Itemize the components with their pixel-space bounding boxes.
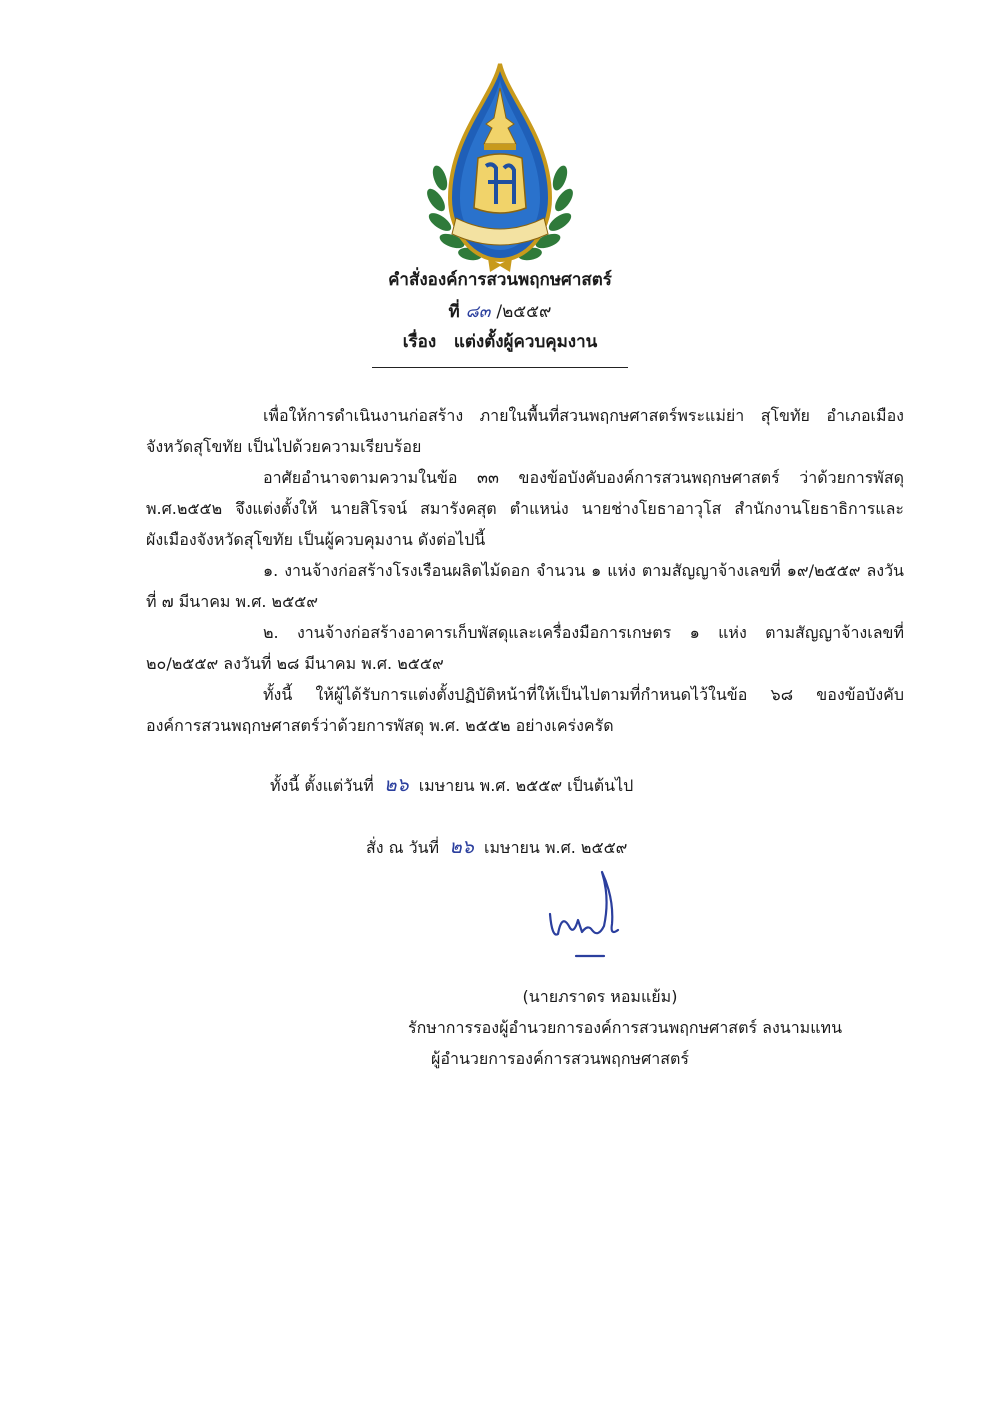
paragraph-item-1: ๑. งานจ้างก่อสร้างโรงเรือนผลิตไม้ดอก จำนวน ๑ แห่ง ตามสัญญาจ้างเลขที่ ๑๙/๒๕๕๙ ลงวันที่ ๗ มีนาคม พ.ศ. ๒๕๕๙ bbox=[146, 561, 904, 611]
effective-prefix: ทั้งนี้ ตั้งแต่วันที่ bbox=[270, 776, 374, 795]
botanical-garden-emblem-icon bbox=[422, 58, 578, 278]
paragraph-purpose: เพื่อให้การดำเนินงานก่อสร้าง ภายในพื้นที่สวนพฤกษศาสตร์พระแม่ย่า สุโขทัย อำเภอเมือง จังหวัดสุโขทัย เป็นไปด้วยความเรียบร้อย bbox=[146, 406, 904, 456]
order-number-prefix: ที่ bbox=[448, 302, 460, 322]
order-number bbox=[0, 298, 1000, 325]
paragraph-duties: ทั้งนี้ ให้ผู้ได้รับการแต่งตั้งปฏิบัติหน้าที่ให้เป็นไปตามที่กำหนดไว้ในข้อ ๖๘ ของข้อบังคับองค์การสวนพฤกษศาสตร์ว่าด้วยการพัสดุ พ.ศ. ๒๕๕๒ อย่างเคร่งครัด bbox=[146, 685, 904, 735]
order-number-year: /๒๕๕๙ bbox=[496, 302, 552, 322]
order-subject bbox=[0, 328, 1000, 355]
ordered-date bbox=[366, 832, 627, 862]
effective-date bbox=[270, 770, 633, 800]
subject-label: เรื่อง bbox=[402, 332, 437, 352]
signature bbox=[540, 868, 630, 964]
ordered-suffix: เมษายน พ.ศ. ๒๕๕๙ bbox=[484, 838, 628, 857]
paragraph-item-2: ๒. งานจ้างก่อสร้างอาคารเก็บพัสดุและเครื่องมือการเกษตร ๑ แห่ง ตามสัญญาจ้างเลขที่ ๒๐/๒๕๕๙ ลงวันที่ ๒๘ มีนาคม พ.ศ. ๒๕๕๙ bbox=[146, 623, 904, 673]
subject-text: แต่งตั้งผู้ควบคุมงาน bbox=[453, 332, 598, 352]
signatory-position: รักษาการรองผู้อำนวยการองค์การสวนพฤกษศาสตร์ ลงนามแทน bbox=[407, 1018, 843, 1037]
paragraph-authority: อาศัยอำนาจตามความในข้อ ๓๓ ของข้อบังคับองค์การสวนพฤกษศาสตร์ ว่าด้วยการพัสดุ พ.ศ.๒๕๕๒ จึงแต่งตั้งให้ นายสิโรจน์ สมารังคสุต ตำแหน่ง นายช่างโยธาอาวุโส สำนักงานโยธาธิการและผังเมืองจังหวัดสุโขทัย เป็นผู้ควบคุมงาน ดังต่อไปนี้ bbox=[146, 468, 904, 549]
signature-icon bbox=[540, 868, 630, 964]
order-number-handwritten: ๘๓ bbox=[465, 302, 491, 322]
effective-day-handwritten: ๒๖ bbox=[383, 774, 409, 796]
header-divider bbox=[372, 367, 628, 368]
organization-emblem bbox=[422, 58, 578, 278]
signatory-position-for: ผู้อำนวยการองค์การสวนพฤกษศาสตร์ bbox=[431, 1049, 689, 1068]
signatory-name: (นายภราดร หอมแย้ม) bbox=[522, 987, 678, 1006]
ordered-prefix: สั่ง ณ วันที่ bbox=[366, 838, 440, 857]
effective-suffix: เมษายน พ.ศ. ๒๕๕๙ เป็นต้นไป bbox=[418, 776, 634, 795]
order-title: คำสั่งองค์การสวนพฤกษศาสตร์ bbox=[388, 270, 612, 290]
ordered-day-handwritten: ๒๖ bbox=[449, 836, 474, 858]
